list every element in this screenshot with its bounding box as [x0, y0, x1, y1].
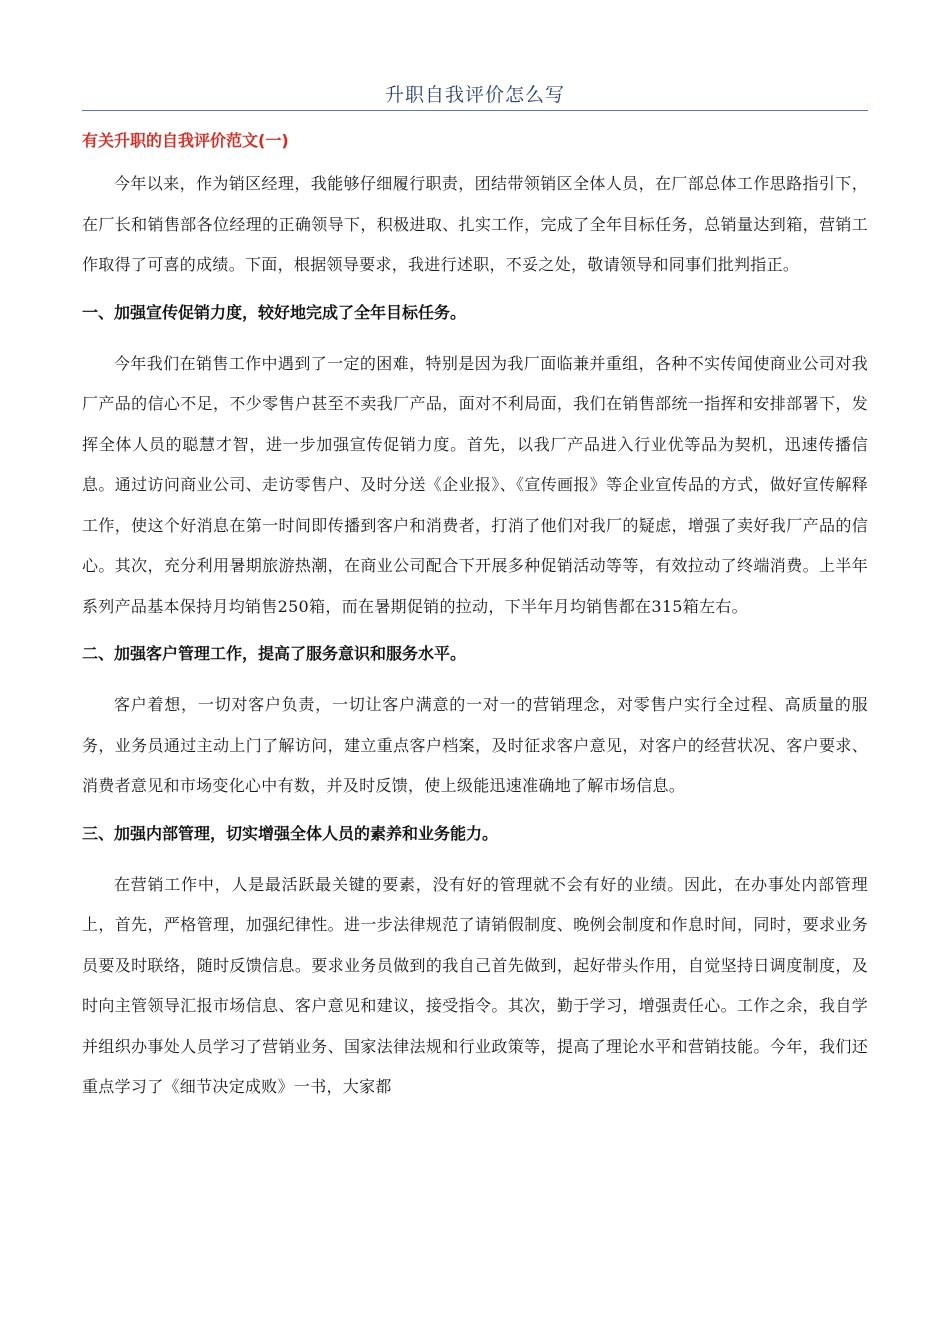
- section-1-heading: 一、加强宣传促销力度，较好地完成了全年目标任务。: [82, 302, 467, 322]
- section-2-body: 客户着想，一切对客户负责，一切让客户满意的一对一的营销理念，对零售户实行全过程、高质量的服务，业务员通过主动上门了解访问，建立重点客户档案，及时征求客户意见，对客户的经营状况、客户要求、消费者意见和市场变化心中有数，并及时反馈，使上级能迅速准确地了解市场信息。: [82, 695, 868, 795]
- section-2-heading: 二、加强客户管理工作，提高了服务意识和服务水平。: [82, 644, 467, 663]
- section-3-body: 在营销工作中，人是最活跃最关键的要素，没有好的管理就不会有好的业绩。因此，在办事处内部管理上，首先，严格管理，加强纪律性。进一步法律规范了请销假制度、晚例会制度和作息时间，同时，要求业务员要及时联络，随时反馈信息。要求业务员做到的我自己首先做到，起好带头作用，自觉坚持日调度制度，及时向主管领导汇报市场信息、客户意见和建议，接受指令。其次，勤于学习，增强责任心。工作之余，我自学并组织办事处人员学习了营销业务、国家法律法规和行业政策等，提高了理论水平和营销技能。今年，我们还重点学习了《细节决定成败》一书，大家都: [82, 874, 868, 1096]
- document-title: 升职自我评价怎么写: [384, 84, 565, 106]
- section-1-body: 今年我们在销售工作中遇到了一定的困难，特别是因为我厂面临兼并重组，各种不实传闻使商业公司对我厂产品的信心不足，不少零售户甚至不卖我厂产品，面对不利局面，我们在销售部统一指挥和安排部署下，发挥全体人员的聪慧才智，进一步加强宣传促销力度。首先，以我厂产品进入行业优等品为契机，迅速传播信息。通过访问商业公司、走访零售户、及时分送《企业报》、《宣传画报》等企业宣传品的方式，做好宣传解释工作，使这个好消息在第一时间即传播到客户和消费者，打消了他们对我厂的疑虑，增强了卖好我厂产品的信心。其次，充分利用暑期旅游热潮，在商业公司配合下开展多种促销活动等等，有效拉动了终端消费。上半年系列产品基本保持月均销售250箱，而在暑期促销的拉动，下半年月均销售都在315箱左右。: [82, 353, 868, 616]
- title-underline: [82, 110, 868, 111]
- sample-heading: 有关升职的自我评价范文(一): [82, 131, 289, 150]
- intro-paragraph: 今年以来，作为销区经理，我能够仔细履行职责，团结带领销区全体人员，在厂部总体工作思路指引下，在厂长和销售部各位经理的正确领导下，积极进取、扎实工作，完成了全年目标任务，总销量达到箱，营销工作取得了可喜的成绩。下面，根据领导要求，我进行述职，不妥之处，敬请领导和同事们批判指正。: [82, 174, 868, 274]
- document-body: [82, 128, 868, 1108]
- section-3-heading: 三、加强内部管理，切实增强全体人员的素养和业务能力。: [82, 823, 499, 843]
